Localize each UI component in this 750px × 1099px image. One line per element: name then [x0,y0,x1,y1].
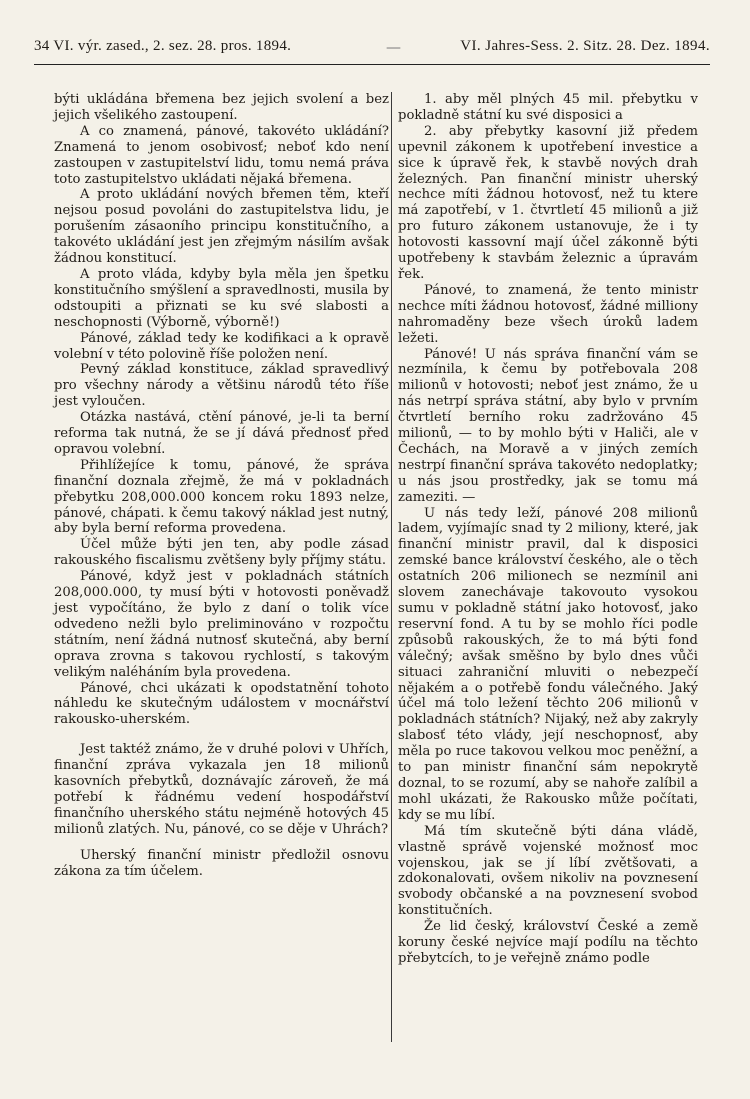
paragraph: A proto ukládání nových břemen těm, kteří nejsou posud povoláni do zastupitelstva lidu, je porušením zásaoního principu konstitučního, a takovéto ukládání jest jen zřejmým násilím avšak žádnou konstitucí. [54,187,389,267]
paragraph: 2. aby přebytky kasovní již předem upevnil zákonem k upotřebení investice a sice k úpravě řek, k stavbě nových drah železných. Pan finanční ministr uherský nechce míti žádnou hotovosť, než tu ktere má zapotřebí, v 1. čtvrtletí 45 milionů a již pro futuro zákonem ustanovuje, že i ty hotovosti kassovní mají účel zákonně býti upotřebeny k stavbám železnic a úpravám řek. [398,123,698,282]
paragraph: Otázka nastává, ctění pánové, je-li ta berní reforma tak nutná, že se jí dává přednosť před opravou volební. [54,410,389,457]
page-header [34,38,710,65]
header-separator: — [386,38,401,56]
paragraph: Pánové, když jest v pokladnách státních 208,000.000, ty musí býti v hotovosti poněvadž jest vypočítáno, že bylo z daní o tolik více odvedeno nežli bylo preliminováno v rozpočtu státním, není žádná nutnosť skutečná, aby berní oprava zrovna s takovou rychlostí, s takovým velikým naléháním byla provedena. [54,569,389,680]
paragraph: Jest taktéž známo, že v druhé polovi v Uhřích, finanční zpráva vykazala jen 18 milionů kasovních přebytků, doznávajíc zároveň, že má potřebí k řádnému vedení hospodářství finančního uherského státu nejméně hotových 45 milionů zlatých. Nu, pánové, co se děje v Uhrách? [54,742,389,837]
paragraph: Pánové, chci ukázati k opodstatnění tohoto náhledu ke skutečným událostem v mocnářství rakousko-uherském. [54,680,389,728]
paragraph: býti ukládána břemena bez jejich svolení a bez jejich všelikého zastoupení. [54,92,389,123]
left-column [54,92,389,880]
paragraph: U nás tedy leží, pánové 208 milionů ladem, vyjímajíc snad ty 2 miliony, které, jak finanční ministr pravil, dal k disposici zemské bance království českého, ale o těch ostatních 206 milionech se nezmínil ani slovem zanechávaje takovouto vysokou sumu v pokladně státní jako hotovosť, jako reservní fond. A tu by se mohlo říci podle způsobů rakouských, že to má býti fond válečný; avšak směšno by bylo dnes vůči situaci zahraniční mluviti o nebezpečí nějakém a o potřebě fondu válečného. Jaký účel má tolo ležení těchto 206 milionů v pokladnách státních? Nijaký, než aby zakryly slabosť této vlády, její neschopnosť, aby měla po ruce takovou velkou moc peněžní, a to pan ministr finanční sám nepokrytě doznal, to se rozumí, aby se nahoře zalíbil a mohl ukázati, že Rakousko může počítati, kdy se mu líbí. [398,505,698,823]
paragraph: Pánové! U nás správa finanční vám se nezmínila, k čemu by potřebovala 208 milionů v hotovosti; neboť jest známo, že u nás netrpí správa státní, aby bylo v prvním čtvrtletí berního roku zadržováno 45 milionů, — to by mohlo býti v Haliči, ale v Čechách, na Moravě a v jiných zemích nestrpí finanční správa takovéto nedoplatky; u nás jsou prostředky, jak se tomu má zameziti. — [398,346,698,505]
column-divider [391,92,392,1042]
paragraph: A co znamená, pánové, takovéto ukládání? Znamená to jenom osobivosť; neboť kdo není zastoupen v zastupitelství lidu, tomu nemá práva toto zastupitelstvo ukládati nějaká břemena. [54,123,389,187]
header-german: VI. Jahres-Sess. 2. Sitz. 28. Dez. 1894. [460,38,710,54]
paragraph: Pevný základ konstituce, základ spravedlivý pro všechny národy a většinu národů této říše jest vyloučen. [54,362,389,410]
paragraph: 1. aby měl plných 45 mil. přebytku v pokladně státní ku své disposici a [398,92,698,123]
header-czech: 34 VI. výr. zased., 2. sez. 28. pros. 1894. [34,38,292,54]
paragraph: Uherský finanční ministr předložil osnovu zákona za tím účelem. [54,847,389,879]
paragraph: A proto vláda, kdyby byla měla jen špetku konstitučního smýšlení a spravedlnosti, musila by odstoupiti a přiznati se ku své slabosti a neschopnosti (Výborně, výborně!) [54,266,389,330]
paragraph: Přihlížejíce k tomu, pánové, že správa finanční doznala zřejmě, že má v pokladnách přebytku 208,000.000 koncem roku 1893 nelze, pánové, chápati. k čemu takový náklad jest nutný, aby byla berní reforma provedena. [54,457,389,537]
paragraph: Má tím skutečně býti dána vládě, vlastně správě vojenské možnosť moc vojenskou, jak se jí líbí zvětšovati, a zdokonalovati, ovšem nikoliv na povznesení svobody občanské a na povznesení svobod konstitučních. [398,823,698,919]
paragraph: Účel může býti jen ten, aby podle zásad rakouského fiscalismu zvětšeny byly příjmy státu. [54,537,389,569]
paragraph: Že lid český, království České a země koruny české nejvíce mají podílu na těchto přebytcích, to je veřejně známo podle [398,919,698,966]
paragraph: Pánové, základ tedy ke kodifikaci a k opravě volební v této polovině říše položen není. [54,330,389,362]
paragraph: Pánové, to znamená, že tento ministr nechce míti žádnou hotovosť, žádné milliony nahromaděny beze všech úroků ladem ležeti. [398,282,698,346]
right-column [398,92,698,967]
